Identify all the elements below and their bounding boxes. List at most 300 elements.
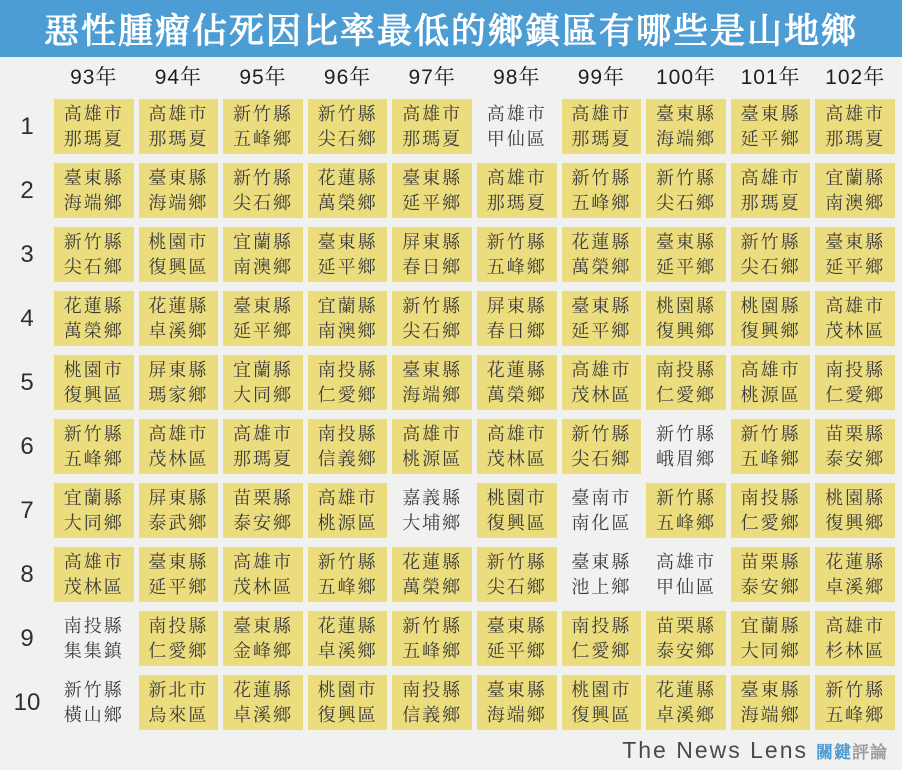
- township-name: 卓溪鄉: [825, 576, 886, 597]
- township-cell-highlighted: [223, 99, 303, 154]
- township-cell-highlighted: [392, 419, 472, 474]
- county-name: 高雄市: [317, 487, 378, 508]
- township-name: 五峰鄉: [317, 576, 378, 597]
- township-cell-highlighted: [477, 547, 557, 602]
- county-name: 臺東縣: [63, 167, 124, 188]
- township-name: 海端鄉: [740, 704, 801, 725]
- county-name: 嘉義縣: [402, 487, 463, 508]
- county-name: 桃園縣: [825, 487, 886, 508]
- township-name: 海端鄉: [148, 192, 209, 213]
- county-name: 南投縣: [655, 359, 716, 380]
- county-name: 屏東縣: [148, 487, 209, 508]
- township-name: 五峰鄉: [571, 192, 632, 213]
- township-cell: [646, 419, 726, 474]
- township-name: 延平鄉: [486, 640, 547, 661]
- year-header: 101年: [740, 66, 801, 89]
- township-name: 延平鄉: [655, 256, 716, 277]
- township-cell-highlighted: [139, 291, 219, 346]
- county-name: 新竹縣: [655, 423, 716, 444]
- township-name: 延平鄉: [148, 576, 209, 597]
- township-name: 五峰鄉: [232, 128, 293, 149]
- township-name: 海端鄉: [402, 384, 463, 405]
- township-cell: [562, 547, 642, 602]
- township-name: 延平鄉: [402, 192, 463, 213]
- year-header: 100年: [655, 66, 717, 89]
- rank-label: 10: [13, 688, 41, 716]
- county-name: 新竹縣: [317, 103, 378, 124]
- township-name: 延平鄉: [740, 128, 801, 149]
- township-name: 大同鄉: [232, 384, 293, 405]
- township-name: 南澳鄉: [825, 192, 886, 213]
- township-cell-highlighted: [223, 611, 303, 666]
- township-name: 信義鄉: [402, 704, 463, 725]
- township-cell-highlighted: [477, 163, 557, 218]
- county-name: 宜蘭縣: [825, 167, 886, 188]
- county-name: 南投縣: [571, 615, 632, 636]
- township-name: 集集鎮: [63, 640, 124, 661]
- rank-label: 3: [20, 240, 34, 268]
- county-name: 花蓮縣: [232, 679, 293, 700]
- township-cell-highlighted: [223, 419, 303, 474]
- township-cell-highlighted: [815, 675, 895, 730]
- township-name: 仁愛鄉: [825, 384, 886, 405]
- township-name: 復興區: [486, 512, 547, 533]
- year-header: 99年: [577, 66, 626, 89]
- county-name: 新竹縣: [402, 295, 463, 316]
- township-name: 延平鄉: [317, 256, 378, 277]
- county-name: 南投縣: [317, 423, 378, 444]
- township-cell-highlighted: [54, 483, 134, 538]
- township-name: 茂林區: [486, 448, 547, 469]
- township-cell-highlighted: [646, 227, 726, 282]
- township-cell-highlighted: [54, 355, 134, 410]
- township-name: 春日鄉: [402, 256, 463, 277]
- township-cell-highlighted: [223, 675, 303, 730]
- township-name: 泰安鄉: [740, 576, 801, 597]
- township-name: 五峰鄉: [825, 704, 886, 725]
- township-cell-highlighted: [815, 99, 895, 154]
- year-header: 95年: [239, 66, 287, 89]
- township-cell-highlighted: [731, 163, 811, 218]
- county-name: 臺東縣: [486, 679, 547, 700]
- township-cell-highlighted: [646, 163, 726, 218]
- township-name: 那瑪夏: [825, 128, 886, 149]
- year-header: 98年: [493, 66, 541, 89]
- township-name: 那瑪夏: [571, 128, 632, 149]
- year-header: 96年: [323, 66, 372, 89]
- township-name: 尖石鄉: [232, 192, 293, 213]
- county-name: 花蓮縣: [402, 551, 463, 572]
- township-cell-highlighted: [731, 547, 811, 602]
- township-cell-highlighted: [815, 547, 895, 602]
- township-cell-highlighted: [308, 547, 388, 602]
- township-name: 五峰鄉: [402, 640, 463, 661]
- county-name: 臺東縣: [232, 295, 293, 316]
- brand-logo-zh-blue: 關鍵: [816, 743, 852, 762]
- county-name: 宜蘭縣: [232, 231, 293, 252]
- county-name: 新竹縣: [740, 231, 801, 252]
- township-cell-highlighted: [223, 547, 303, 602]
- county-name: 花蓮縣: [655, 679, 716, 700]
- county-name: 桃園市: [571, 679, 632, 700]
- county-name: 臺東縣: [317, 231, 378, 252]
- township-cell-highlighted: [308, 227, 388, 282]
- township-name: 海端鄉: [63, 192, 124, 213]
- county-name: 新北市: [148, 679, 209, 700]
- township-cell-highlighted: [646, 675, 726, 730]
- township-name: 那瑪夏: [740, 192, 801, 213]
- county-name: 苗栗縣: [655, 615, 716, 636]
- county-name: 花蓮縣: [571, 231, 632, 252]
- township-name: 復興鄉: [740, 320, 801, 341]
- year-header: 93年: [70, 66, 118, 89]
- township-cell-highlighted: [223, 227, 303, 282]
- township-cell-highlighted: [223, 483, 303, 538]
- township-cell-highlighted: [477, 483, 557, 538]
- township-cell-highlighted: [392, 227, 472, 282]
- township-name: 泰安鄉: [825, 448, 886, 469]
- township-name: 杉林區: [825, 640, 886, 661]
- county-name: 桃園縣: [740, 295, 801, 316]
- county-name: 高雄市: [148, 423, 209, 444]
- township-cell-highlighted: [477, 611, 557, 666]
- county-name: 新竹縣: [232, 103, 293, 124]
- township-name: 復興區: [317, 704, 378, 725]
- township-cell-highlighted: [562, 355, 642, 410]
- township-name: 池上鄉: [571, 576, 632, 597]
- county-name: 高雄市: [740, 167, 801, 188]
- township-cell: [392, 483, 472, 538]
- township-cell-highlighted: [815, 419, 895, 474]
- county-name: 高雄市: [63, 551, 124, 572]
- county-name: 屏東縣: [148, 359, 209, 380]
- county-name: 臺東縣: [571, 551, 632, 572]
- county-name: 新竹縣: [571, 423, 632, 444]
- county-name: 高雄市: [402, 423, 463, 444]
- township-name: 海端鄉: [655, 128, 716, 149]
- township-cell-highlighted: [731, 355, 811, 410]
- township-name: 萬榮鄉: [486, 384, 547, 405]
- township-cell-highlighted: [815, 355, 895, 410]
- township-cell-highlighted: [54, 227, 134, 282]
- county-name: 高雄市: [571, 359, 632, 380]
- township-name: 復興鄉: [655, 320, 716, 341]
- county-name: 苗栗縣: [232, 487, 293, 508]
- township-cell: [562, 483, 642, 538]
- township-name: 瑪家鄉: [148, 384, 209, 405]
- township-name: 海端鄉: [486, 704, 547, 725]
- county-name: 臺東縣: [740, 679, 801, 700]
- township-cell-highlighted: [392, 163, 472, 218]
- township-name: 五峰鄉: [655, 512, 716, 533]
- county-name: 新竹縣: [571, 167, 632, 188]
- township-cell: [477, 99, 557, 154]
- county-name: 花蓮縣: [317, 615, 378, 636]
- township-name: 尖石鄉: [317, 128, 378, 149]
- county-name: 高雄市: [825, 103, 886, 124]
- county-name: 臺東縣: [571, 295, 632, 316]
- county-name: 高雄市: [571, 103, 632, 124]
- township-cell-highlighted: [392, 355, 472, 410]
- township-cell-highlighted: [223, 355, 303, 410]
- county-name: 南投縣: [148, 615, 209, 636]
- county-name: 桃園市: [486, 487, 547, 508]
- township-cell-highlighted: [815, 227, 895, 282]
- township-cell-highlighted: [562, 227, 642, 282]
- county-name: 新竹縣: [402, 615, 463, 636]
- county-name: 臺東縣: [655, 231, 716, 252]
- township-name: 卓溪鄉: [655, 704, 716, 725]
- township-name: 甲仙區: [655, 576, 716, 597]
- township-cell-highlighted: [562, 291, 642, 346]
- county-name: 高雄市: [63, 103, 124, 124]
- township-name: 延平鄉: [232, 320, 293, 341]
- county-name: 新竹縣: [655, 487, 716, 508]
- township-cell-highlighted: [54, 291, 134, 346]
- township-name: 大同鄉: [63, 512, 124, 533]
- township-name: 那瑪夏: [63, 128, 124, 149]
- township-cell-highlighted: [731, 291, 811, 346]
- rank-label: 4: [20, 304, 34, 332]
- township-cell-highlighted: [139, 675, 219, 730]
- rank-label: 9: [20, 624, 34, 652]
- county-name: 桃園縣: [655, 295, 716, 316]
- county-name: 南投縣: [740, 487, 801, 508]
- township-name: 南澳鄉: [317, 320, 378, 341]
- township-name: 尖石鄉: [655, 192, 716, 213]
- township-name: 信義鄉: [317, 448, 378, 469]
- township-name: 茂林區: [571, 384, 632, 405]
- township-name: 茂林區: [825, 320, 886, 341]
- county-name: 新竹縣: [63, 679, 124, 700]
- township-name: 那瑪夏: [232, 448, 293, 469]
- county-name: 花蓮縣: [486, 359, 547, 380]
- township-cell-highlighted: [815, 483, 895, 538]
- township-name: 尖石鄉: [571, 448, 632, 469]
- county-name: 桃園市: [148, 231, 209, 252]
- township-name: 桃源區: [402, 448, 463, 469]
- township-cell-highlighted: [731, 483, 811, 538]
- county-name: 新竹縣: [63, 231, 124, 252]
- township-name: 茂林區: [232, 576, 293, 597]
- county-name: 高雄市: [232, 551, 293, 572]
- township-name: 大同鄉: [740, 640, 801, 661]
- county-name: 宜蘭縣: [232, 359, 293, 380]
- township-name: 桃源區: [317, 512, 378, 533]
- county-name: 高雄市: [825, 295, 886, 316]
- township-name: 茂林區: [148, 448, 209, 469]
- township-cell-highlighted: [54, 419, 134, 474]
- township-name: 那瑪夏: [148, 128, 209, 149]
- township-cell-highlighted: [392, 675, 472, 730]
- township-cell-highlighted: [477, 419, 557, 474]
- county-name: 新竹縣: [486, 231, 547, 252]
- township-name: 泰安鄉: [232, 512, 293, 533]
- township-cell-highlighted: [139, 355, 219, 410]
- county-name: 臺東縣: [232, 615, 293, 636]
- township-cell-highlighted: [646, 355, 726, 410]
- county-name: 桃園市: [63, 359, 124, 380]
- township-cell-highlighted: [562, 163, 642, 218]
- township-cell-highlighted: [139, 99, 219, 154]
- township-name: 延平鄉: [825, 256, 886, 277]
- county-name: 高雄市: [486, 423, 547, 444]
- township-cell-highlighted: [815, 163, 895, 218]
- title-bar: [0, 0, 902, 57]
- year-header: 94年: [154, 66, 203, 89]
- township-cell-highlighted: [54, 547, 134, 602]
- township-name: 南化區: [571, 512, 632, 533]
- county-name: 臺南市: [571, 487, 632, 508]
- rank-label: 7: [20, 496, 34, 524]
- township-name: 泰武鄉: [148, 512, 209, 533]
- corner-cell: [5, 62, 49, 90]
- county-name: 高雄市: [402, 103, 463, 124]
- township-cell-highlighted: [731, 99, 811, 154]
- brand-logo-zh: [816, 738, 888, 763]
- county-name: 臺東縣: [402, 167, 463, 188]
- township-cell-highlighted: [477, 675, 557, 730]
- township-name: 峨眉鄉: [655, 448, 716, 469]
- township-cell-highlighted: [731, 675, 811, 730]
- township-cell-highlighted: [139, 163, 219, 218]
- township-name: 卓溪鄉: [148, 320, 209, 341]
- township-name: 仁愛鄉: [317, 384, 378, 405]
- township-name: 五峰鄉: [486, 256, 547, 277]
- township-name: 金峰鄉: [232, 640, 293, 661]
- township-name: 萬榮鄉: [317, 192, 378, 213]
- county-name: 臺東縣: [486, 615, 547, 636]
- township-name: 復興區: [63, 384, 124, 405]
- township-name: 茂林區: [63, 576, 124, 597]
- county-name: 臺東縣: [740, 103, 801, 124]
- township-name: 復興區: [148, 256, 209, 277]
- brand-logo-zh-gray: 評論: [852, 743, 888, 762]
- township-cell-highlighted: [392, 547, 472, 602]
- county-name: 高雄市: [148, 103, 209, 124]
- year-header: 102年: [825, 66, 886, 89]
- county-name: 南投縣: [63, 615, 124, 636]
- county-name: 苗栗縣: [825, 423, 886, 444]
- county-name: 屏東縣: [402, 231, 463, 252]
- township-name: 仁愛鄉: [148, 640, 209, 661]
- page-title: 惡性腫瘤佔死因比率最低的鄉鎮區有哪些是山地鄉: [43, 11, 858, 51]
- rank-label: 1: [20, 112, 34, 140]
- township-cell-highlighted: [392, 99, 472, 154]
- township-name: 萬榮鄉: [402, 576, 463, 597]
- township-cell-highlighted: [815, 291, 895, 346]
- footer: [622, 737, 888, 764]
- rank-label: 2: [20, 176, 34, 204]
- county-name: 臺東縣: [655, 103, 716, 124]
- county-name: 新竹縣: [63, 423, 124, 444]
- township-name: 萬榮鄉: [63, 320, 124, 341]
- township-cell-highlighted: [308, 163, 388, 218]
- brand-logo-en: The News Lens: [622, 737, 808, 763]
- township-cell-highlighted: [731, 227, 811, 282]
- township-cell-highlighted: [562, 611, 642, 666]
- township-cell-highlighted: [477, 355, 557, 410]
- township-name: 五峰鄉: [740, 448, 801, 469]
- county-name: 高雄市: [486, 167, 547, 188]
- township-name: 南澳鄉: [232, 256, 293, 277]
- township-cell: [54, 611, 134, 666]
- township-cell-highlighted: [308, 675, 388, 730]
- county-name: 宜蘭縣: [740, 615, 801, 636]
- rank-label: 5: [20, 368, 34, 396]
- township-cell: [646, 547, 726, 602]
- county-name: 宜蘭縣: [63, 487, 124, 508]
- county-name: 新竹縣: [232, 167, 293, 188]
- county-name: 花蓮縣: [825, 551, 886, 572]
- township-cell-highlighted: [562, 419, 642, 474]
- township-cell-highlighted: [139, 483, 219, 538]
- township-name: 那瑪夏: [402, 128, 463, 149]
- township-cell-highlighted: [477, 291, 557, 346]
- township-cell-highlighted: [223, 291, 303, 346]
- year-header: 97年: [408, 66, 456, 89]
- township-name: 尖石鄉: [740, 256, 801, 277]
- township-cell-highlighted: [646, 291, 726, 346]
- township-cell-highlighted: [392, 611, 472, 666]
- county-name: 臺東縣: [148, 167, 209, 188]
- county-name: 高雄市: [486, 103, 547, 124]
- township-cell-highlighted: [731, 611, 811, 666]
- county-name: 新竹縣: [655, 167, 716, 188]
- township-name: 萬榮鄉: [571, 256, 632, 277]
- township-name: 仁愛鄉: [571, 640, 632, 661]
- county-name: 南投縣: [402, 679, 463, 700]
- township-name: 橫山鄉: [63, 704, 124, 725]
- township-cell-highlighted: [646, 483, 726, 538]
- township-cell-highlighted: [308, 99, 388, 154]
- township-cell-highlighted: [308, 355, 388, 410]
- township-cell-highlighted: [54, 163, 134, 218]
- township-cell-highlighted: [308, 611, 388, 666]
- township-name: 復興區: [571, 704, 632, 725]
- county-name: 臺東縣: [825, 231, 886, 252]
- township-cell-highlighted: [139, 611, 219, 666]
- township-cell-highlighted: [139, 547, 219, 602]
- township-cell-highlighted: [223, 163, 303, 218]
- county-name: 桃園市: [317, 679, 378, 700]
- township-name: 仁愛鄉: [740, 512, 801, 533]
- county-name: 花蓮縣: [63, 295, 124, 316]
- county-name: 苗栗縣: [740, 551, 801, 572]
- township-name: 五峰鄉: [63, 448, 124, 469]
- township-cell-highlighted: [477, 227, 557, 282]
- township-name: 卓溪鄉: [232, 704, 293, 725]
- township-cell-highlighted: [562, 99, 642, 154]
- township-name: 甲仙區: [486, 128, 547, 149]
- county-name: 花蓮縣: [148, 295, 209, 316]
- township-cell-highlighted: [54, 99, 134, 154]
- county-name: 臺東縣: [148, 551, 209, 572]
- county-name: 新竹縣: [317, 551, 378, 572]
- ranking-table: [0, 57, 902, 730]
- county-name: 南投縣: [317, 359, 378, 380]
- township-cell-highlighted: [646, 99, 726, 154]
- county-name: 屏東縣: [486, 295, 547, 316]
- township-name: 尖石鄉: [486, 576, 547, 597]
- rank-label: 6: [20, 432, 34, 460]
- township-name: 春日鄉: [486, 320, 547, 341]
- township-cell-highlighted: [815, 611, 895, 666]
- township-name: 尖石鄉: [402, 320, 463, 341]
- county-name: 花蓮縣: [317, 167, 378, 188]
- township-cell-highlighted: [646, 611, 726, 666]
- township-name: 烏來區: [148, 704, 209, 725]
